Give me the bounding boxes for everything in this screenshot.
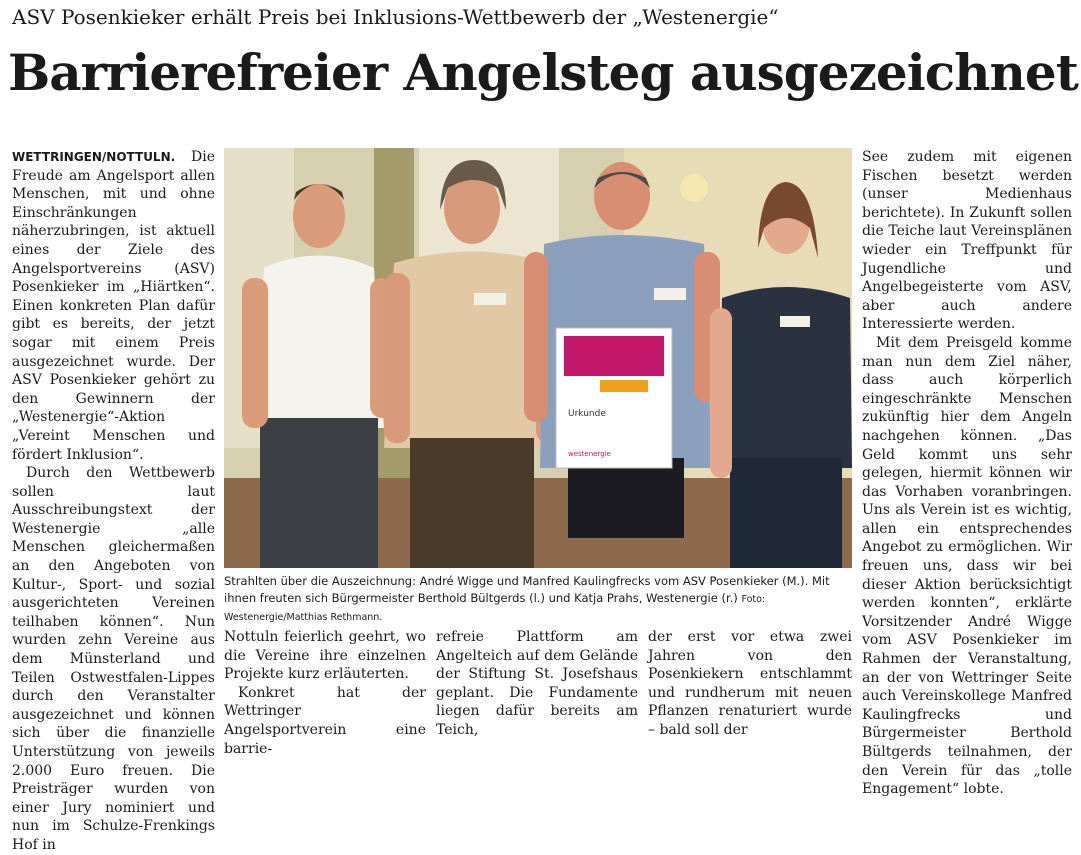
article-photo	[224, 148, 852, 568]
caption-text: Strahlten über die Auszeichnung: André Wigge und Manfred Kaulingfrecks vom ASV Posenkieker (M.). Mit ihnen freuten sich Bürgermeister Berthold Bültgerds (l.) und Katja Prahs, Westenergie (r.)	[224, 574, 830, 605]
paragraph-6: der erst vor etwa zwei Jahren von den Posenkiekern entschlammt und rundherum mit neuen Pflanzen renaturiert wurde – bald soll der	[648, 629, 852, 738]
photo-caption	[224, 573, 852, 626]
lamp	[680, 174, 708, 202]
name-tag	[780, 316, 810, 327]
paragraph-3: Nottuln feierlich geehrt, wo die Vereine ihre einzelnen Projekte kurz erläuterten.	[224, 629, 426, 683]
text-column-2	[224, 628, 426, 757]
certificate-title: Urkunde	[568, 409, 606, 419]
text-column-5	[862, 148, 1072, 798]
certificate-brand: westenergie	[568, 450, 611, 458]
article-kicker: ASV Posenkieker erhält Preis bei Inklusions-Wettbewerb der „Westenergie“	[12, 5, 779, 29]
name-tag	[474, 293, 506, 305]
text-column-4	[648, 628, 852, 738]
paragraph-1	[12, 148, 215, 464]
name-tag	[654, 288, 686, 300]
photo-credit: Foto: Westenergie/Matthias Rethmann.	[224, 594, 766, 623]
certificate	[556, 328, 672, 468]
paragraph-4: Konkret hat der Wettringer Angelsportverein eine barrie-	[224, 684, 426, 757]
text-column-1	[12, 148, 215, 853]
paragraph-7: See zudem mit eigenen Fischen besetzt werden (unser Medienhaus berichtete). In Zukunft sollen die Teiche laut Vereinsplänen wieder ein Treffpunkt für Jugendliche und Angelbegeisterte vom ASV, aber auch andere Interessierte werden.	[862, 149, 1072, 333]
article-headline: Barrierefreier Angelsteg ausgezeichnet	[8, 43, 1078, 102]
text-column-3	[436, 628, 638, 738]
paragraph-1-text: Die Freude am Angelsport allen Menschen, mit und ohne Einschränkungen näherzubringen, ist aktuell eines der Ziele des Angelsportvereins (ASV) Posenkieker im „Hiärtken“. Einen konkreten Plan dafür gibt es bereits, der jetzt sogar mit einem Preis ausgezeichnet wurde. Der ASV Posenkieker gehört zu den Gewinnern der „Westenergie“-Aktion „Vereint Menschen und fördert Inklusion“.	[12, 149, 215, 463]
paragraph-8: Mit dem Preisgeld komme man nun dem Ziel näher, dass auch körperlich eingeschränkte Menschen zukünftig hier dem Angeln nachgehen können. „Das Geld kommt uns sehr gelegen, hiermit können wir das Vorhaben voranbringen. Uns als Verein ist es wichtig, allen ein entsprechendes Angebot zu ermöglichen. Wir freuen uns, dass wir bei dieser Aktion berücksichtigt werden konnten“, erklärte Vorsitzender André Wigge vom ASV Posenkieker im Rahmen der Veranstaltung, an der von Wettringer Seite auch Vereinskollege Manfred Kaulingfrecks und Bürgermeister Berthold Bültgerds teilnahmen, der den Verein für das „tolle Engagement“ lobte.	[862, 334, 1072, 798]
photo-illustration	[224, 148, 852, 568]
paragraph-5: refreie Plattform am Angelteich auf dem Gelände der Stiftung St. Josefshaus geplant. Die Fundamente liegen dafür bereits am Teich,	[436, 629, 638, 738]
dateline: WETTRINGEN/NOTTULN.	[12, 150, 176, 164]
paragraph-2: Durch den Wettbewerb sollen laut Ausschreibungstext der Westenergie „alle Menschen gleichermaßen an den Angeboten von Kultur-, Sport- und sozial ausgerichteten Vereinen teilhaben können“. Nun wurden zehn Vereine aus dem Münsterland und Teilen Ostwestfalen-Lippes durch den Veranstalter ausgezeichnet und können sich über die finanzielle Unterstützung von jeweils 2.000 Euro freuen. Die Preisträger wurden von einer Jury nominiert und nun im Schulze-Frenkings Hof in	[12, 465, 215, 853]
